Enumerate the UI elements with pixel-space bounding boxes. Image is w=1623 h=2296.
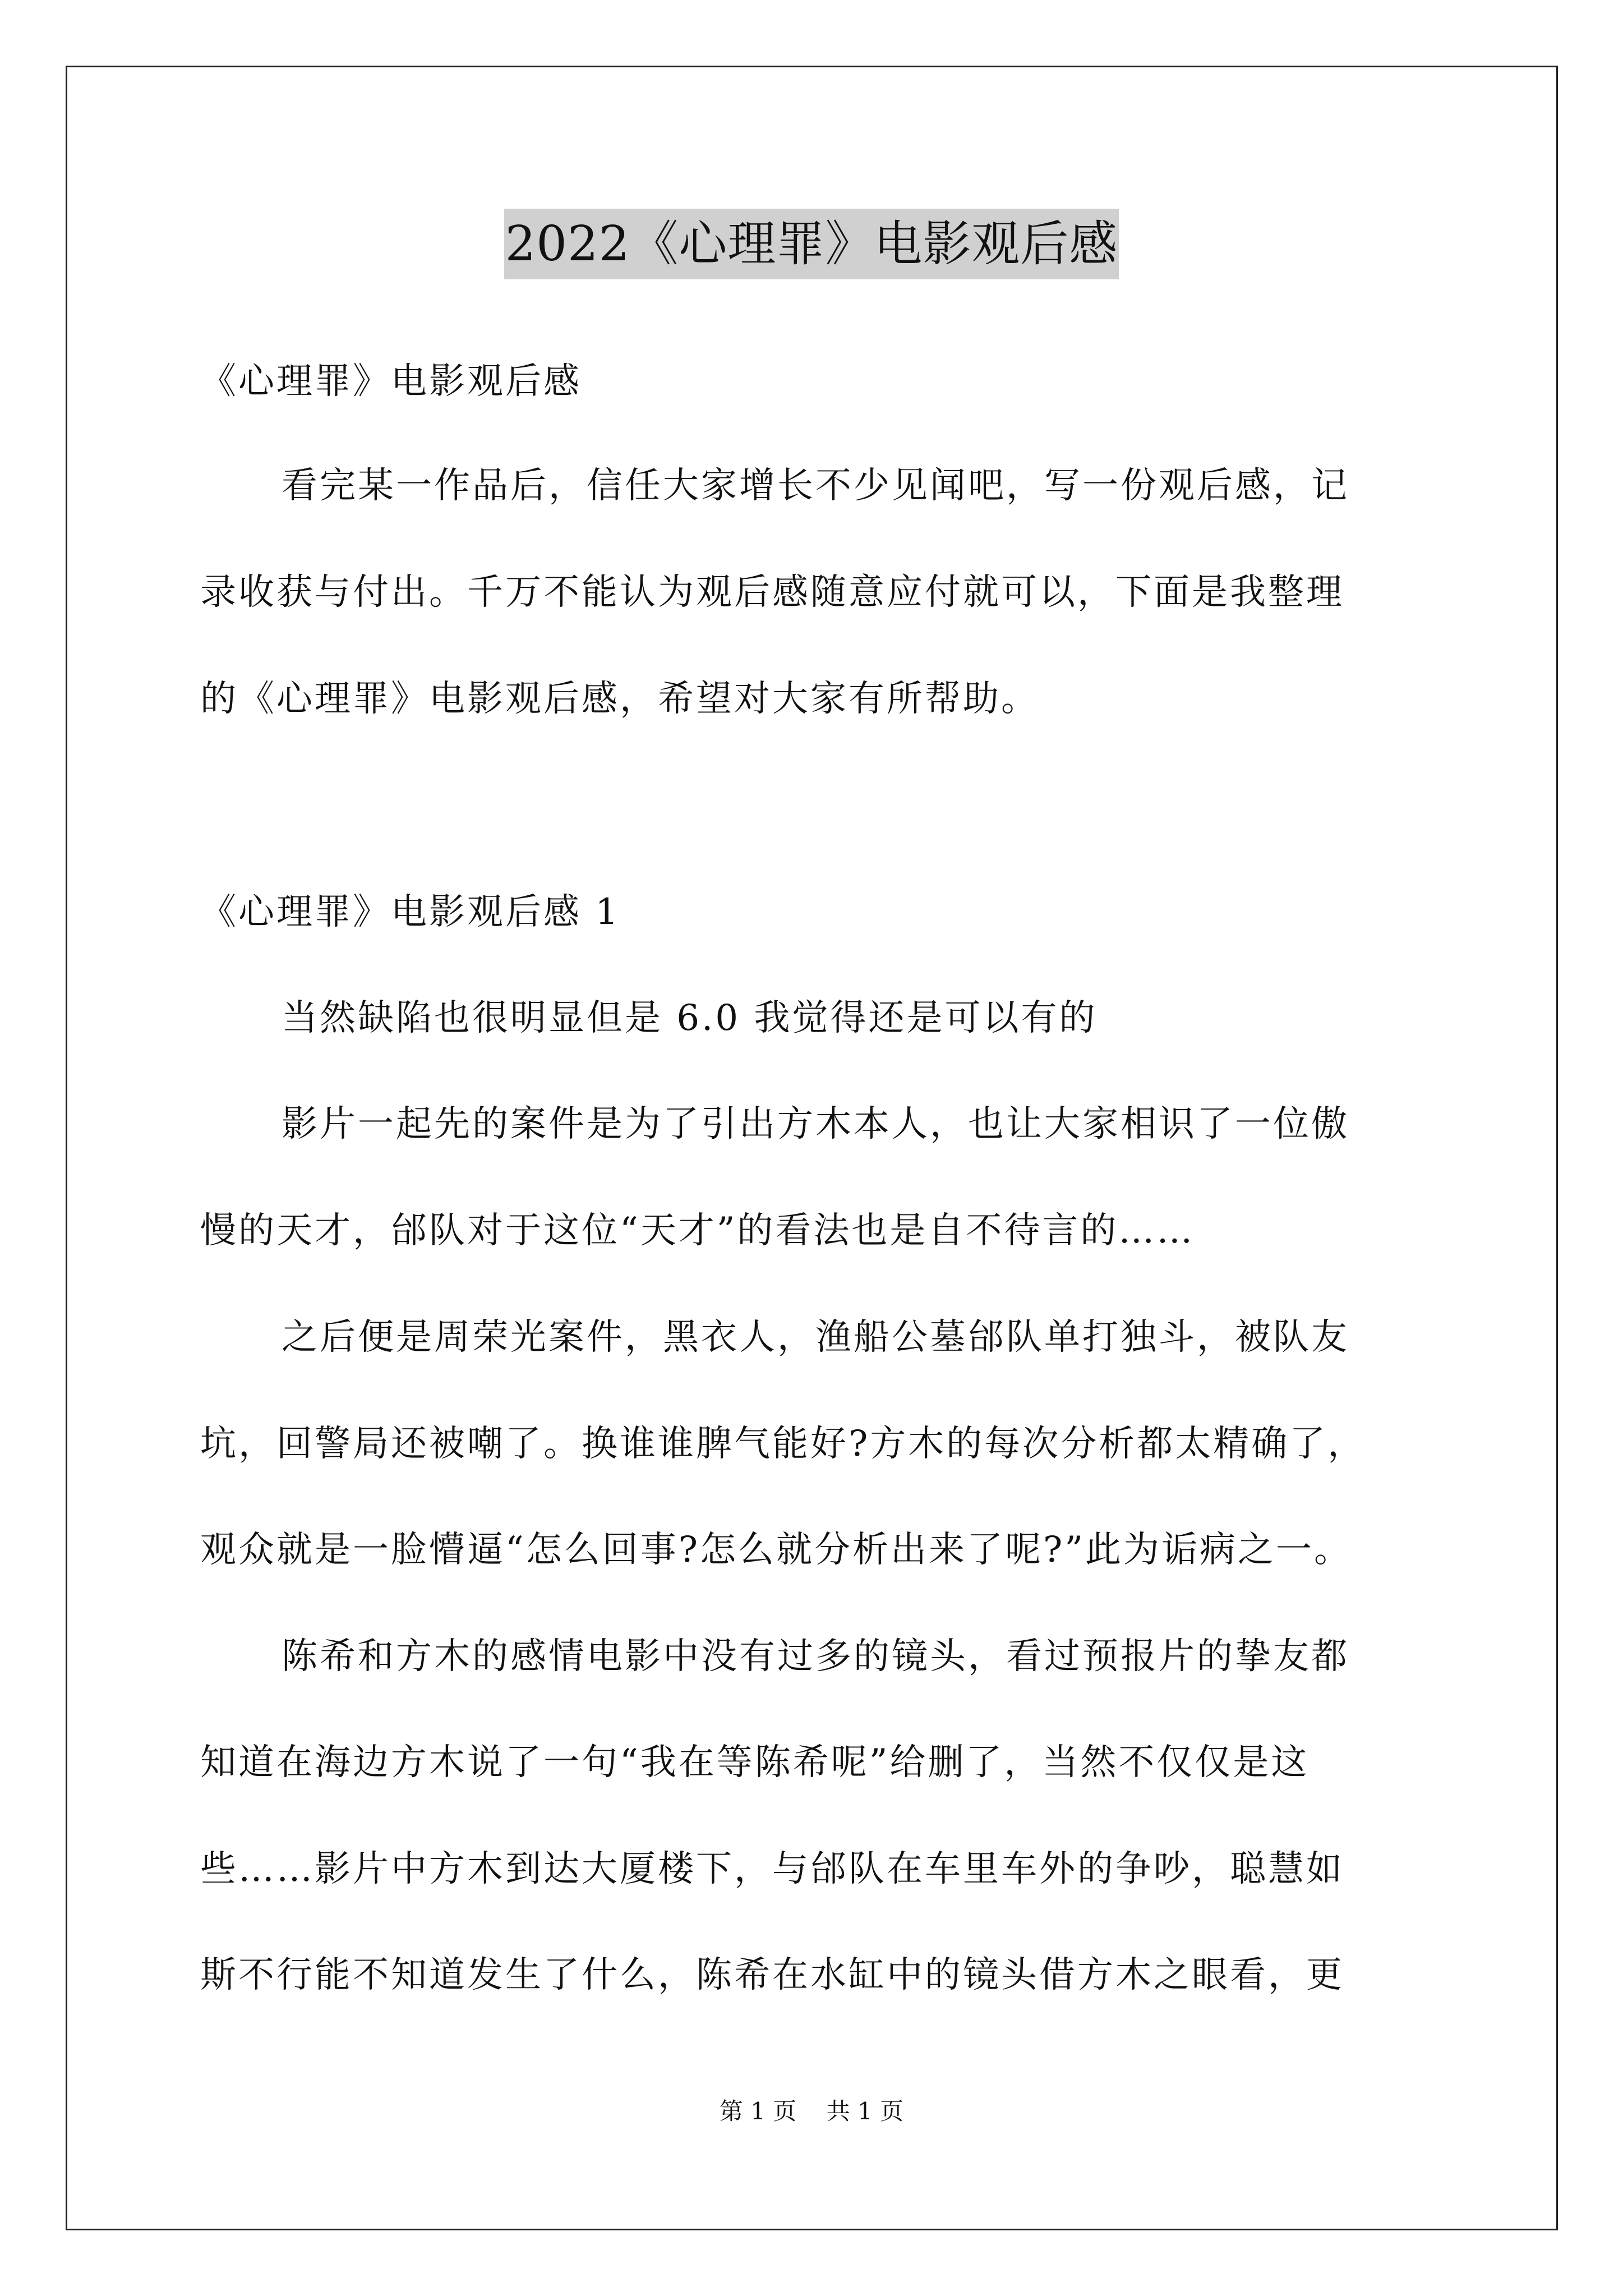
body-line: 知道在海边方木说了一句“我在等陈希呢”给删了，当然不仅仅是这 [200,1742,1310,1783]
body-line: 坑，回警局还被嘲了。换谁谁脾气能好?方木的每次分析都太精确了， [200,1423,1366,1465]
body-line: 斯不行能不知道发生了什么，陈希在水缸中的镜头借方木之眼看，更 [200,1954,1344,1996]
body-line: 当然缺陷也很明显但是 6.0 我觉得还是可以有的 [282,997,1098,1039]
body-line: 慢的天才，邰队对于这位“天才”的看法也是自不待言的…… [200,1210,1195,1251]
intro-line: 录收获与付出。千万不能认为观后感随意应付就可以，下面是我整理 [200,572,1344,613]
body-line: 观众就是一脸懵逼“怎么回事?怎么就分析出来了呢?”此为诟病之一。 [200,1529,1353,1571]
body-line: 陈希和方木的感情电影中没有过多的镜头，看过预报片的挚友都 [282,1636,1349,1677]
document-title: 2022《心理罪》电影观后感 [504,209,1119,279]
title-container [0,209,1623,279]
page-footer: 第 1 页 共 1 页 [719,2097,904,2125]
intro-line: 的《心理罪》电影观后感，希望对大家有所帮助。 [200,678,1039,720]
document-subtitle: 《心理罪》电影观后感 [200,361,582,402]
body-line: 之后便是周荣光案件，黑衣人，渔船公墓邰队单打独斗，被队友 [282,1317,1349,1358]
section-heading: 《心理罪》电影观后感 1 [200,891,621,933]
body-line: 影片一起先的案件是为了引出方木本人，也让大家相识了一位傲 [282,1103,1349,1145]
body-line: 些……影片中方木到达大厦楼下，与邰队在车里车外的争吵，聪慧如 [200,1848,1344,1890]
intro-line: 看完某一作品后，信任大家增长不少见闻吧，写一份观后感，记 [282,465,1349,507]
